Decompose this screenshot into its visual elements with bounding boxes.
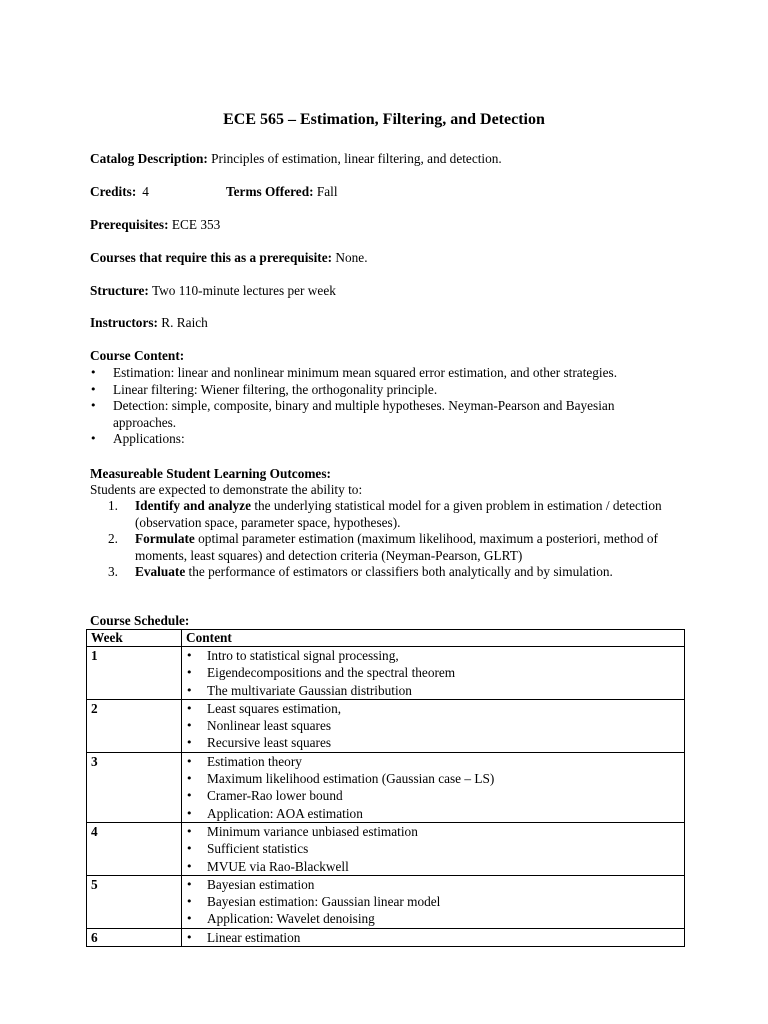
week-cell: 4 xyxy=(87,822,182,875)
list-item: • Application: AOA estimation xyxy=(184,805,684,822)
required-by-value: None. xyxy=(335,250,368,265)
outcome-keyword: Evaluate xyxy=(135,564,186,579)
credits-label: Credits: xyxy=(90,184,137,199)
outcome-text: the performance of estimators or classifiers both analytically and by simulation. xyxy=(185,564,613,579)
schedule-table xyxy=(86,629,685,947)
list-item: • Linear estimation xyxy=(184,929,684,946)
outcome-keyword: Formulate xyxy=(135,531,195,546)
list-item: • Eigendecompositions and the spectral theorem xyxy=(184,664,684,681)
week-cell: 1 xyxy=(87,647,182,700)
outcome-text: the underlying statistical model for a given problem in estimation / detection (observation space, parameter space, hypotheses). xyxy=(135,498,662,530)
terms-value: Fall xyxy=(316,184,338,199)
required-by-label: Courses that require this as a prerequisite: xyxy=(90,250,333,265)
week-cell: 3 xyxy=(87,752,182,822)
list-item xyxy=(108,531,688,564)
prerequisites-label: Prerequisites: xyxy=(90,217,169,232)
week-cell: 2 xyxy=(87,699,182,752)
list-item: • Linear filtering: Wiener filtering, the orthogonality principle. xyxy=(90,382,650,399)
prerequisites-value: ECE 353 xyxy=(171,217,221,232)
list-item: • Nonlinear least squares xyxy=(184,717,684,734)
list-item: • The multivariate Gaussian distribution xyxy=(184,682,684,699)
outcome-number: 2. xyxy=(108,531,118,546)
outcomes-intro: Students are expected to demonstrate the ability to: xyxy=(90,482,363,497)
prerequisites-line xyxy=(90,217,220,233)
outcomes-heading: Measureable Student Learning Outcomes: xyxy=(90,466,331,481)
list-item: • Estimation theory xyxy=(184,753,684,770)
table-row xyxy=(87,822,685,875)
list-item: • Cramer-Rao lower bound xyxy=(184,787,684,804)
list-item: • Least squares estimation, xyxy=(184,700,684,717)
list-item: • Application: Wavelet denoising xyxy=(184,910,684,927)
list-item: • Bayesian estimation xyxy=(184,876,684,893)
course-content-heading: Course Content: xyxy=(90,348,185,363)
content-column-header: Content xyxy=(182,630,685,647)
outcome-keyword: Identify and analyze xyxy=(135,498,251,513)
table-row xyxy=(87,875,685,928)
week-cell: 6 xyxy=(87,928,182,946)
list-item xyxy=(108,498,688,531)
required-by-line xyxy=(90,250,368,266)
table-row xyxy=(87,928,685,946)
list-item: • MVUE via Rao-Blackwell xyxy=(184,858,684,875)
instructors-line xyxy=(90,315,208,331)
list-item: • Applications: xyxy=(90,431,650,448)
content-cell xyxy=(182,699,685,752)
outcomes-list xyxy=(108,498,688,581)
outcome-text: optimal parameter estimation (maximum likelihood, maximum a posteriori, method of moments, least squares) and detection criteria (Neyman-Pearson, GLRT) xyxy=(135,531,658,563)
outcome-number: 1. xyxy=(108,498,118,513)
content-cell xyxy=(182,752,685,822)
catalog-description xyxy=(90,151,502,167)
credits-line xyxy=(90,184,202,200)
course-content-list xyxy=(90,365,650,448)
content-cell xyxy=(182,647,685,700)
catalog-label: Catalog Description: xyxy=(90,151,208,166)
list-item: • Bayesian estimation: Gaussian linear model xyxy=(184,893,684,910)
list-item: • Recursive least squares xyxy=(184,734,684,751)
structure-line xyxy=(90,283,336,299)
list-item xyxy=(108,564,688,581)
content-cell xyxy=(182,822,685,875)
catalog-value: Principles of estimation, linear filtering, and detection. xyxy=(211,151,502,166)
structure-label: Structure: xyxy=(90,283,149,298)
table-row xyxy=(87,752,685,822)
list-item: • Sufficient statistics xyxy=(184,840,684,857)
content-cell xyxy=(182,875,685,928)
terms-line xyxy=(226,184,338,200)
list-item: • Intro to statistical signal processing, xyxy=(184,647,684,664)
instructors-value: R. Raich xyxy=(161,315,208,330)
list-item: • Minimum variance unbiased estimation xyxy=(184,823,684,840)
document-title: ECE 565 – Estimation, Filtering, and Detection xyxy=(223,111,545,128)
table-row xyxy=(87,699,685,752)
list-item: • Detection: simple, composite, binary and multiple hypotheses. Neyman-Pearson and Bayesian approaches. xyxy=(90,398,650,431)
terms-label: Terms Offered: xyxy=(226,184,314,199)
outcome-number: 3. xyxy=(108,564,118,579)
instructors-label: Instructors: xyxy=(90,315,158,330)
content-cell xyxy=(182,928,685,946)
week-cell: 5 xyxy=(87,875,182,928)
credits-value: 4 xyxy=(142,184,149,199)
structure-value: Two 110-minute lectures per week xyxy=(151,283,336,298)
list-item: • Estimation: linear and nonlinear minimum mean squared error estimation, and other strategies. xyxy=(90,365,650,382)
schedule-heading: Course Schedule: xyxy=(90,613,190,628)
table-header-row xyxy=(87,630,685,647)
week-column-header: Week xyxy=(87,630,182,647)
table-row xyxy=(87,647,685,700)
list-item: • Maximum likelihood estimation (Gaussian case – LS) xyxy=(184,770,684,787)
